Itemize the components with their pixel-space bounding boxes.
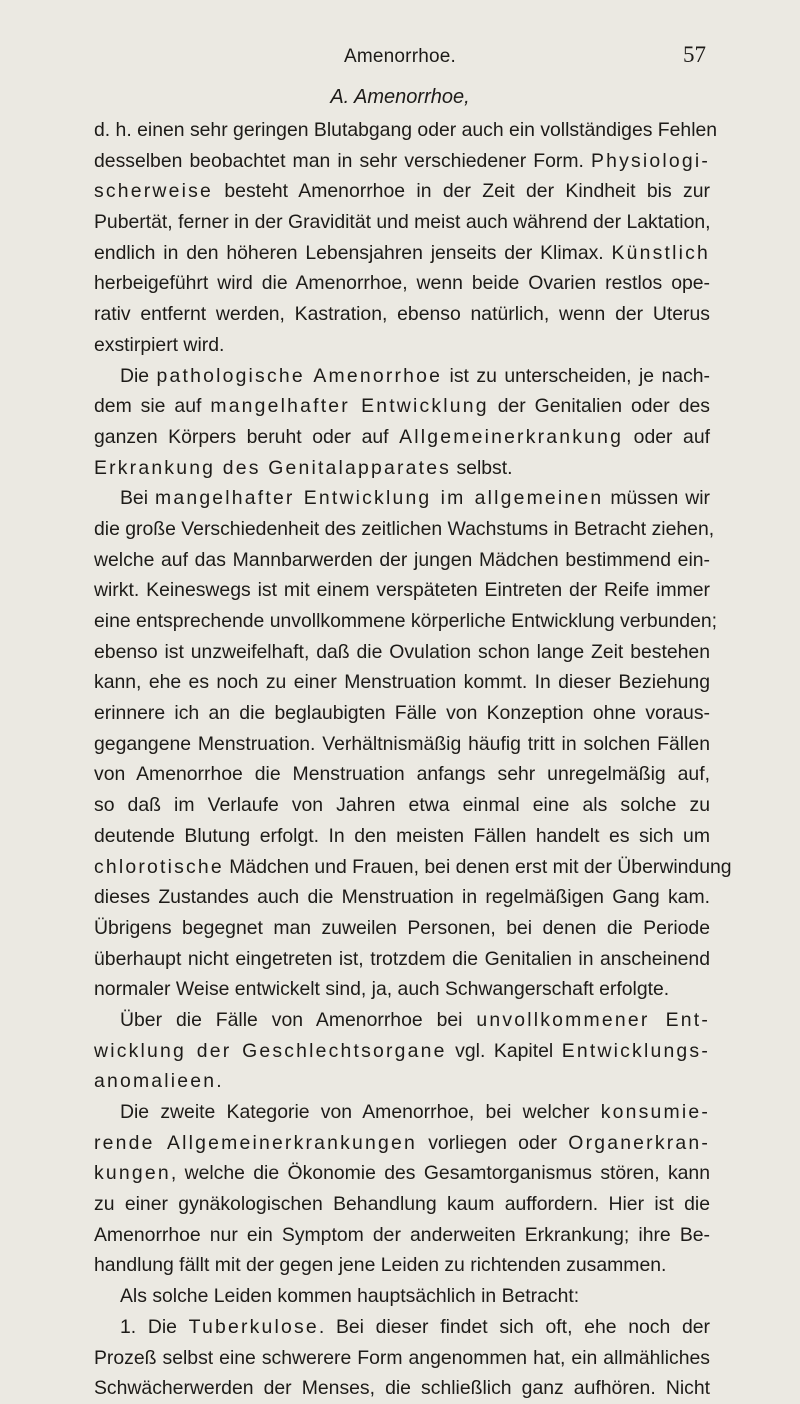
text-run: Mädchen und Frauen, bei denen erst mit der Überwindung xyxy=(223,855,732,878)
text-line xyxy=(94,176,710,207)
text-line xyxy=(94,1097,710,1128)
text-run: ganzen Körpers beruht oder auf xyxy=(94,425,400,448)
text-run: Die xyxy=(120,364,157,387)
emphasized-text: Erkrankung des Genitalapparates xyxy=(94,456,452,479)
text-run: Über die Fälle von Amenorrhoe bei xyxy=(120,1008,477,1031)
text-run: dem sie auf xyxy=(94,395,211,418)
text-line xyxy=(94,361,710,392)
text-line xyxy=(94,483,710,514)
text-run: besteht Amenorrhoe in der Zeit der Kindheit bis zur xyxy=(213,180,710,203)
emphasized-text: mangelhafter Entwicklung xyxy=(210,395,489,418)
text-line xyxy=(94,637,710,668)
text-run: vgl. Kapitel xyxy=(446,1039,562,1062)
text-run: Übrigens begegnet man zuweilen Personen, bei denen die Periode xyxy=(94,916,710,939)
emphasized-text: Tuberkulose xyxy=(188,1315,319,1338)
text-line xyxy=(94,268,710,299)
text-line xyxy=(94,422,710,453)
section-title: A. Amenorrhoe, xyxy=(330,86,470,108)
text-run: wirkt. Keineswegs ist mit einem verspäteten Eintreten der Reife immer xyxy=(94,579,710,602)
text-run: . Bei dieser findet sich oft, ehe noch der xyxy=(318,1315,710,1338)
emphasized-text: kungen xyxy=(94,1162,171,1185)
text-line xyxy=(94,1066,710,1097)
text-run: endlich in den höheren Lebensjahren jenseits der Klimax. xyxy=(94,241,612,264)
emphasized-text: Künstlich xyxy=(611,241,710,264)
text-run: Schwächerwerden der Menses, die schließlich ganz aufhören. Nicht xyxy=(94,1377,710,1400)
text-line xyxy=(94,146,710,177)
text-line xyxy=(94,852,732,883)
text-line xyxy=(94,330,710,361)
text-line xyxy=(94,606,718,637)
text-run: ebenso ist unzweifelhaft, daß die Ovulation schon lange Zeit bestehen xyxy=(94,640,710,663)
body-text xyxy=(94,115,732,1404)
text-run: Als solche Leiden kommen hauptsächlich in Betracht: xyxy=(120,1285,580,1308)
emphasized-text: Physiologi- xyxy=(590,149,710,172)
text-line xyxy=(94,453,710,484)
text-run: d. h. einen sehr geringen Blutabgang oder auch ein vollständiges Fehlen xyxy=(94,119,718,141)
emphasized-text: mangelhafter Entwicklung im allgemeinen xyxy=(155,487,604,510)
text-run: Die zweite Kategorie von Amenorrhoe, bei welcher xyxy=(120,1101,601,1123)
text-line xyxy=(94,1128,710,1159)
text-run: erinnere ich an die beglaubigten Fälle von Konzeption ohne voraus- xyxy=(94,702,710,725)
text-run: so daß im Verlaufe von Jahren etwa einmal eine als solche zu xyxy=(94,794,710,817)
text-run: müssen wir xyxy=(603,487,710,510)
text-run: oder auf xyxy=(623,425,710,448)
text-line xyxy=(94,667,710,698)
emphasized-text: unvollkommener Ent- xyxy=(476,1008,710,1031)
text-run: exstirpiert wird. xyxy=(94,333,225,356)
text-run: der Genitalien oder des xyxy=(488,395,710,418)
text-run: kann, ehe es noch zu einer Menstruation kommt. In dieser Beziehung xyxy=(94,671,710,694)
text-run: Prozeß selbst eine schwerere Form angenommen hat, ein allmähliches xyxy=(94,1346,710,1369)
text-line xyxy=(94,207,710,238)
text-line xyxy=(94,1189,710,1220)
text-run: rativ entfernt werden, Kastration, ebenso natürlich, wenn der Uterus xyxy=(94,303,710,326)
emphasized-text: chlorotische xyxy=(94,855,224,878)
text-run: von Amenorrhoe die Menstruation anfangs sehr unregelmäßig auf, xyxy=(94,763,710,786)
text-line xyxy=(94,698,710,729)
text-line xyxy=(94,974,710,1005)
text-run: herbeigeführt wird die Amenorrhoe, wenn beide Ovarien restlos ope- xyxy=(94,272,710,295)
text-line xyxy=(94,759,710,790)
text-run: . xyxy=(216,1070,222,1093)
text-run: selbst. xyxy=(451,456,513,479)
text-line xyxy=(94,514,715,545)
text-line xyxy=(94,913,710,944)
text-line xyxy=(94,545,710,576)
text-line xyxy=(94,1250,710,1281)
text-line xyxy=(94,1281,710,1312)
text-line xyxy=(94,1220,710,1251)
text-run: ist zu unterscheiden, je nach- xyxy=(442,364,711,387)
text-run: Pubertät, ferner in der Gravidität und meist auch während der Laktation, xyxy=(94,211,711,234)
text-line xyxy=(94,299,710,330)
text-line xyxy=(94,575,710,606)
emphasized-text: scherweise xyxy=(94,180,213,203)
emphasized-text: pathologische Amenorrhoe xyxy=(156,364,443,387)
text-run: , welche die Ökonomie des Gesamtorganismus stören, kann xyxy=(170,1162,710,1185)
emphasized-text: anomalieen xyxy=(94,1070,217,1093)
text-run: eine entsprechende unvollkommene körperliche Entwicklung verbunden; xyxy=(94,610,718,632)
text-run: vorliegen oder xyxy=(416,1131,569,1154)
text-run: dieses Zustandes auch die Menstruation in regelmäßigen Gang kam. xyxy=(94,886,710,909)
text-line xyxy=(94,1312,710,1343)
page-number: 57 xyxy=(683,42,706,67)
text-line xyxy=(94,790,710,821)
text-run: handlung fällt mit der gegen jene Leiden zu richtenden zusammen. xyxy=(94,1254,667,1277)
text-run: deutende Blutung erfolgt. In den meisten Fällen handelt es sich um xyxy=(94,824,710,847)
text-run: überhaupt nicht eingetreten ist, trotzdem die Genitalien in anscheinend xyxy=(94,947,710,970)
running-title: Amenorrhoe. xyxy=(343,46,457,67)
text-line xyxy=(94,1373,710,1404)
emphasized-text: Entwicklungs- xyxy=(561,1039,710,1062)
text-line xyxy=(94,238,710,269)
text-run: die große Verschiedenheit des zeitlichen Wachstums in Betracht ziehen, xyxy=(94,517,715,540)
text-line xyxy=(94,115,718,146)
emphasized-text: Allgemeinerkrankung xyxy=(399,425,624,448)
text-line xyxy=(94,1343,710,1374)
text-line xyxy=(94,391,710,422)
text-line xyxy=(94,821,710,852)
text-run: Bei xyxy=(120,487,155,510)
text-run: zu einer gynäkologischen Behandlung kaum auffordern. Hier ist die xyxy=(94,1193,710,1216)
text-run: Amenorrhoe nur ein Symptom der anderweiten Erkrankung; ihre Be- xyxy=(94,1223,710,1246)
emphasized-text: wicklung der Geschlechtsorgane xyxy=(94,1039,447,1062)
text-run: welche auf das Mannbarwerden der jungen Mädchen bestimmend ein- xyxy=(94,548,710,571)
emphasized-text: konsumie- xyxy=(600,1101,710,1123)
text-run: desselben beobachtet man in sehr verschiedener Form. xyxy=(94,149,591,172)
text-line xyxy=(94,944,710,975)
text-line xyxy=(94,882,710,913)
text-run: 1. Die xyxy=(120,1315,189,1338)
text-line xyxy=(94,1005,710,1036)
text-line xyxy=(94,1036,710,1067)
text-line xyxy=(94,729,710,760)
emphasized-text: Organerkran- xyxy=(568,1131,710,1154)
emphasized-text: rende Allgemeinerkrankungen xyxy=(94,1131,417,1154)
text-run: normaler Weise entwickelt sind, ja, auch Schwangerschaft erfolgte. xyxy=(94,978,670,1001)
text-run: gegangene Menstruation. Verhältnismäßig häufig tritt in solchen Fällen xyxy=(94,732,710,755)
text-line xyxy=(94,1158,710,1189)
